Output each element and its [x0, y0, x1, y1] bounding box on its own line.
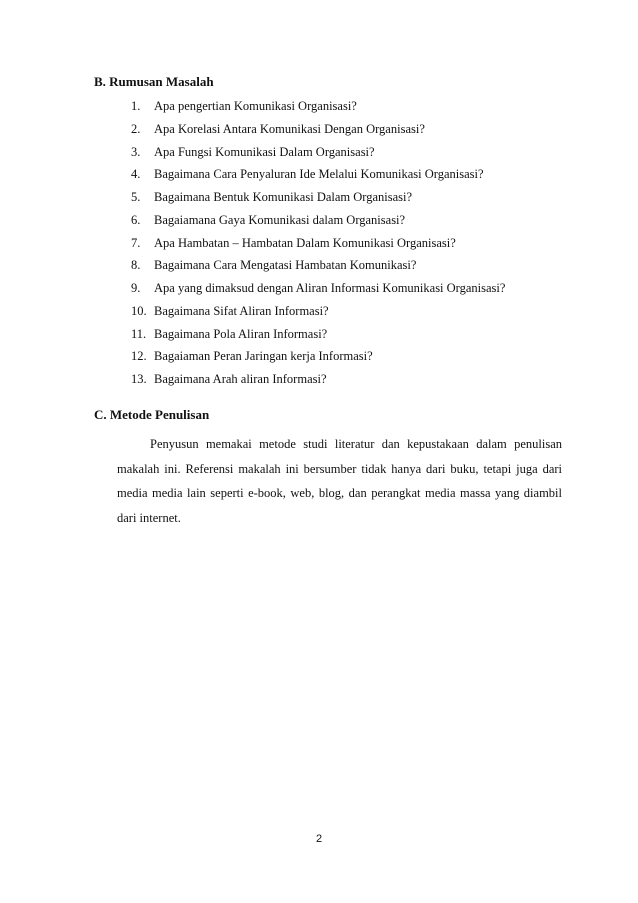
- list-item-number: 3.: [131, 144, 141, 159]
- list-item: [131, 209, 505, 232]
- list-item-text: Bagaimana Bentuk Komunikasi Dalam Organisasi?: [154, 190, 413, 204]
- list-item-number: 10.: [131, 303, 147, 318]
- list-item-text: Apa Hambatan – Hambatan Dalam Komunikasi Organisasi?: [154, 235, 456, 250]
- list-item-text: Apa Fungsi Komunikasi Dalam Organisasi?: [154, 144, 375, 159]
- list-item-number: 1.: [131, 99, 141, 113]
- list-item: [131, 277, 505, 300]
- list-item-number: 4.: [131, 167, 141, 182]
- list-item-text: Bagaimana Arah aliran Informasi?: [154, 372, 327, 386]
- list-item: [131, 95, 505, 118]
- list-item-number: 12.: [131, 349, 147, 364]
- list-item-text: Apa pengertian Komunikasi Organisasi?: [154, 99, 357, 113]
- page-number: 2: [315, 833, 323, 845]
- list-item: [131, 368, 505, 391]
- list-item: [131, 141, 505, 164]
- list-item-text: Bagaimana Sifat Aliran Informasi?: [154, 303, 329, 318]
- paragraph-line: makalah ini. Referensi makalah ini bersumber tidak hanya dari buku, tetapi juga dari: [117, 461, 562, 476]
- paragraph-line: Penyusun memakai metode studi literatur dan kepustakaan dalam penulisan: [150, 437, 562, 451]
- list-item-number: 9.: [131, 281, 141, 295]
- problem-list: [131, 95, 505, 391]
- list-item-text: Bagaimana Pola Aliran Informasi?: [154, 326, 328, 341]
- section-b-heading: B. Rumusan Masalah: [94, 74, 214, 89]
- section-c-heading: C. Metode Penulisan: [94, 407, 210, 422]
- method-paragraph: [117, 432, 562, 530]
- list-item-text: Apa yang dimaksud dengan Aliran Informasi Komunikasi Organisasi?: [154, 281, 506, 295]
- list-item-number: 5.: [131, 190, 141, 204]
- list-item-text: Bagaiamana Gaya Komunikasi dalam Organisasi?: [154, 212, 406, 227]
- list-item: [131, 232, 505, 255]
- list-item-text: Bagaimana Cara Mengatasi Hambatan Komunikasi?: [154, 258, 417, 273]
- list-item-number: 13.: [131, 372, 147, 386]
- list-item: [131, 163, 505, 186]
- list-item: [131, 323, 505, 346]
- list-item-text: Bagaiaman Peran Jaringan kerja Informasi?: [154, 349, 373, 364]
- list-item: [131, 186, 505, 209]
- list-item-number: 7.: [131, 235, 141, 250]
- list-item: [131, 300, 505, 323]
- list-item-number: 8.: [131, 258, 141, 273]
- list-item-number: 11.: [131, 326, 147, 341]
- list-item-number: 6.: [131, 212, 141, 227]
- list-item-text: Apa Korelasi Antara Komunikasi Dengan Organisasi?: [154, 121, 425, 136]
- list-item: [131, 345, 505, 368]
- paragraph-line: media media lain seperti e-book, web, blog, dan perangkat media massa yang diambil: [117, 486, 562, 500]
- paragraph-line: dari internet.: [117, 510, 181, 525]
- list-item-number: 2.: [131, 121, 141, 136]
- list-item: [131, 254, 505, 277]
- list-item-text: Bagaimana Cara Penyaluran Ide Melalui Komunikasi Organisasi?: [154, 167, 484, 182]
- list-item: [131, 118, 505, 141]
